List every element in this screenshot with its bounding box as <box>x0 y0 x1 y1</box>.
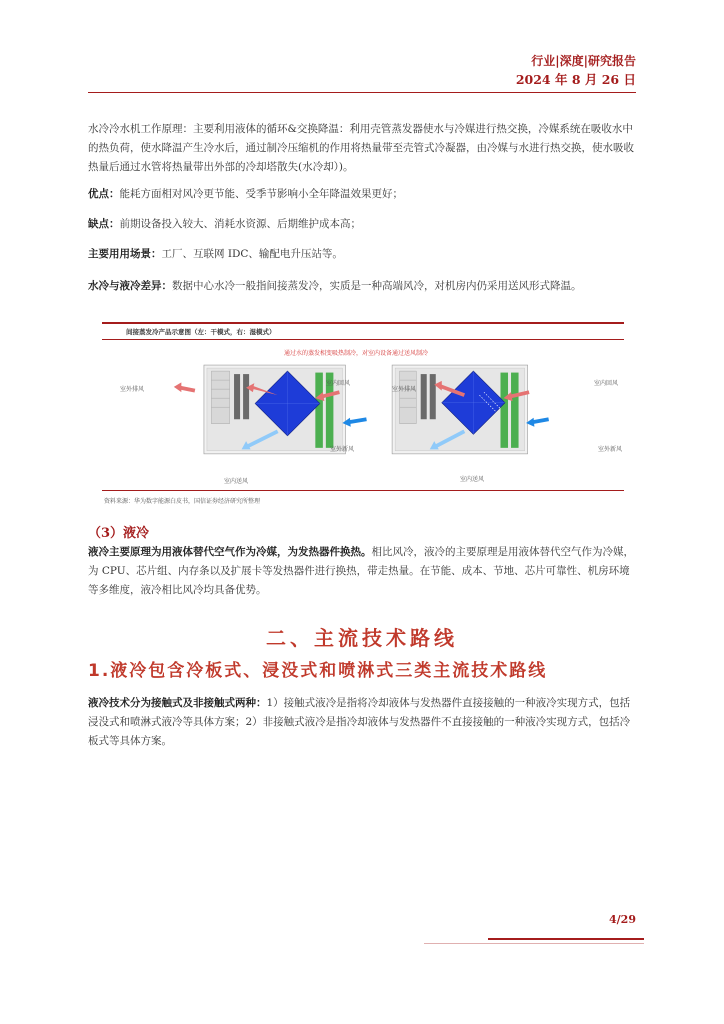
label-right-outdoor-exhaust: 室外排风 <box>392 386 417 393</box>
cons-label: 缺点： <box>88 218 120 230</box>
liquid-tech-text: 1）接触式液冷是指将冷却液体与发热器件直接接触的一种液冷实现方式，包括浸没式和喷淋式液冷等具体方案；2）非接触式液冷是指冷却液体与发热器件不直接接触的一种液冷实现方式，包括冷板式等具体方案。 <box>88 697 631 747</box>
header-category: 行业|深度|研究报告 <box>531 54 636 68</box>
label-left-indoor-supply: 室内送风 <box>224 478 249 485</box>
pros-label: 优点： <box>88 188 120 200</box>
paragraph-scenario <box>88 245 636 264</box>
label-left-indoor-return: 室内回风 <box>326 380 351 387</box>
liquid-tech-lead: 液冷技术分为接触式及非接触式两种： <box>88 697 267 709</box>
indirect-evaporative-cooling-diagram <box>100 350 624 490</box>
liquid-cooling-lead: 液冷主要原理为用液体替代空气作为冷媒，为发热器件换热。 <box>88 546 372 558</box>
liquid-cooling-text: 相比风冷，液冷的主要原理是用液体替代空气作为冷媒，为 CPU、芯片组、内存条以及扩展卡等发热器件进行换热，带走热量。在节能、成本、节地、芯片可靠性、机房环境等多维度，液冷相比风冷均具备优势。 <box>88 546 634 596</box>
paragraph-pros <box>88 185 636 204</box>
footer-rule-light <box>424 943 644 944</box>
paragraph-liquid-cooling <box>88 543 636 600</box>
figure-top-rule <box>102 322 624 324</box>
right-unit-wet-mode <box>392 365 549 454</box>
scenario-label: 主要用用场景： <box>88 248 162 260</box>
cons-text: 前期设备投入较大、消耗水资源、后期维护成本高； <box>119 218 361 230</box>
figure-title: 间接蒸发冷产品示意图（左：干模式，右：湿模式） <box>126 328 276 336</box>
chapter-title: 二、主流技术路线 <box>266 626 458 650</box>
paragraph-water-cooling <box>88 120 636 177</box>
figure-caption: 通过水的蒸发相变吸热制冷，对室内设备通过送风制冷 <box>284 350 429 357</box>
label-right-indoor-return: 室内回风 <box>594 380 619 387</box>
figure-source: 资料来源：华为数字能源白皮书，国信证券经济研究所整理 <box>104 498 261 505</box>
section-3-title: （3）液冷 <box>88 526 150 541</box>
header-rule <box>88 92 636 93</box>
page-number: 4/29 <box>609 913 636 926</box>
scenario-text: 工厂、互联网 IDC、输配电升压站等。 <box>161 248 343 260</box>
label-right-indoor-supply: 室内送风 <box>460 476 485 483</box>
label-right-outdoor-fresh: 室外新风 <box>598 446 623 453</box>
label-left-outdoor-exhaust: 室外排风 <box>120 386 145 393</box>
water-cooling-text: 水冷冷水机工作原理：主要利用液体的循环&交换降温：利用壳管蒸发器使水与冷媒进行热交换，冷媒系统在吸收水中的热负荷，使水降温产生冷水后，通过制冷压缩机的作用将热量带至壳管式冷凝器，由冷媒与水进行热交换，使水吸收热量后通过水管将热量带出外部的冷却塔散失(水冷却）)。 <box>88 123 634 173</box>
header-date: 2024 年 8 月 26 日 <box>515 72 636 87</box>
label-left-outdoor-fresh: 室外新风 <box>330 446 355 453</box>
difference-label: 水冷与液冷差异： <box>88 280 172 292</box>
paragraph-cons <box>88 215 636 234</box>
paragraph-difference <box>88 277 636 296</box>
subsection-title: 1.液冷包含冷板式、浸没式和喷淋式三类主流技术路线 <box>88 661 548 681</box>
figure-rule-under-title <box>102 339 624 340</box>
paragraph-liquid-tech-types <box>88 694 636 751</box>
pros-text: 能耗方面相对风冷更节能、受季节影响小全年降温效果更好； <box>119 188 403 200</box>
difference-text: 数据中心水冷一般指间接蒸发冷，实质是一种高端风冷，对机房内仍采用送风形式降温。 <box>172 280 582 292</box>
figure-bottom-rule <box>102 490 624 491</box>
footer-rule <box>488 938 644 940</box>
